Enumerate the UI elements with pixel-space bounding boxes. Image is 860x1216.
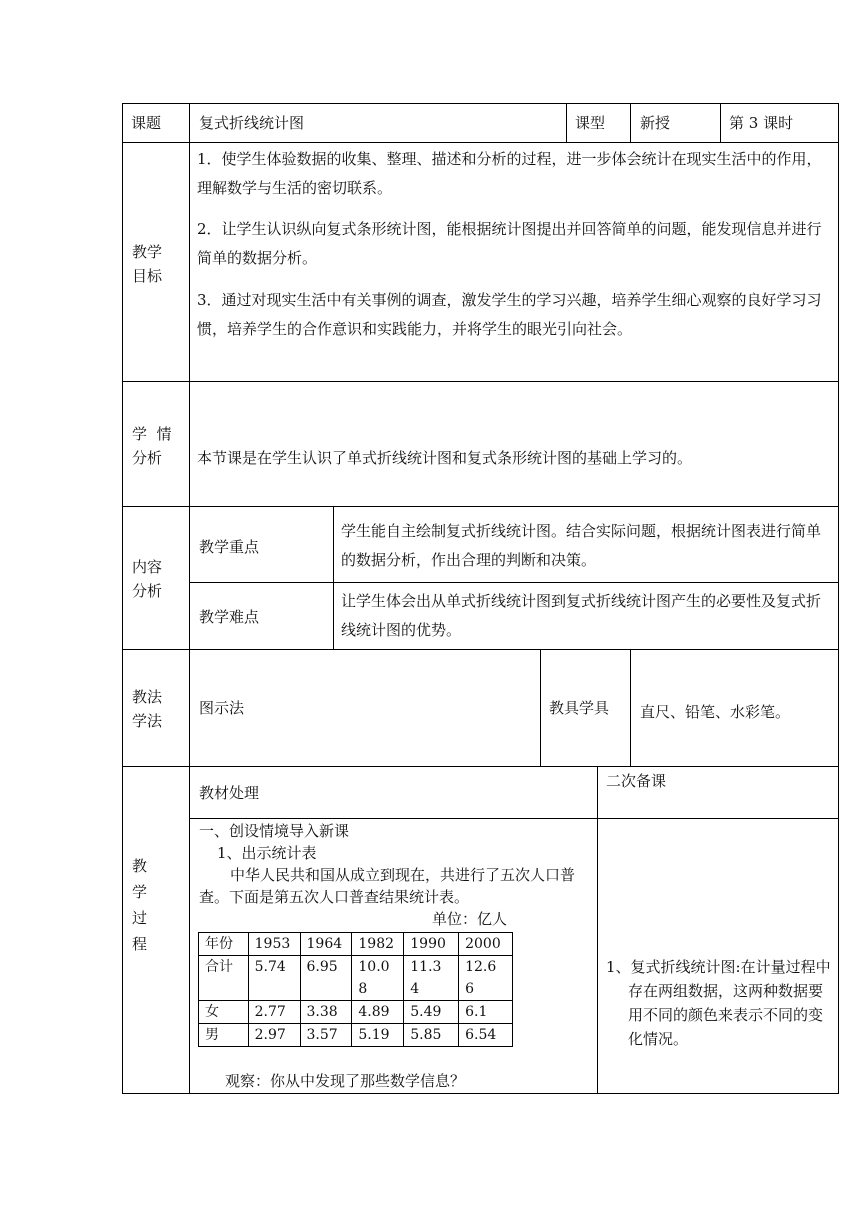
table-cell: 3.57 bbox=[300, 1024, 352, 1047]
table-header-cell: 2000 bbox=[459, 933, 513, 956]
second-prep-note: 1、复式折线统计图:在计量过程中存在两组数据，这两种数据要用不同的颜色来表示不同的变化情况。 bbox=[606, 958, 831, 1048]
tools-value: 直尺、铅笔、水彩笔。 bbox=[640, 703, 791, 721]
material-label: 教材处理 bbox=[199, 784, 260, 802]
lesson-type-value: 新授 bbox=[640, 114, 671, 132]
table-cell: 2.77 bbox=[248, 1001, 300, 1024]
table-cell: 4.89 bbox=[352, 1001, 404, 1024]
table-cell: 女 bbox=[199, 1001, 249, 1024]
intro-text: 中华人民共和国从成立到现在，共进行了五次人口普查。下面是第五次人口普查结果统计表。 bbox=[199, 866, 576, 906]
section-title: 一、创设情境导入新课 bbox=[199, 822, 350, 840]
table-header-cell: 年份 bbox=[199, 933, 249, 956]
topic-value: 复式折线统计图 bbox=[199, 114, 305, 132]
objective-item-1: 1．使学生体验数据的收集、整理、描述和分析的过程，进一步体会统计在现实生活中的作用，理解数学与生活的密切联系。 bbox=[197, 150, 822, 197]
table-header-row bbox=[199, 933, 513, 956]
table-cell: 2.97 bbox=[248, 1024, 300, 1047]
process-label-char-2: 学 bbox=[132, 883, 148, 901]
table-header-cell: 1953 bbox=[248, 933, 300, 956]
table-row bbox=[199, 956, 513, 1001]
table-cell: 11.3 4 bbox=[404, 956, 459, 1001]
table-header-cell: 1990 bbox=[404, 933, 459, 956]
objective-item-2: 2．让学生认识纵向复式条形统计图，能根据统计图提出并回答简单的问题，能发现信息并进行简单的数据分析。 bbox=[197, 220, 822, 267]
table-cell: 5.85 bbox=[404, 1024, 459, 1047]
unit-label: 单位：亿人 bbox=[432, 910, 508, 928]
analysis-label-line1: 学 情 bbox=[132, 425, 172, 443]
table-cell: 6.54 bbox=[459, 1024, 513, 1047]
observe-prompt: 观察：你从中发现了那些数学信息？ bbox=[225, 1072, 466, 1090]
key-point-label: 教学重点 bbox=[199, 538, 260, 556]
difficult-point-text: 让学生体会出从单式折线统计图到复式折线统计图产生的必要性及复式折线统计图的优势。 bbox=[341, 592, 822, 639]
process-label-char-4: 程 bbox=[132, 935, 148, 953]
difficult-point-label: 教学难点 bbox=[199, 608, 260, 626]
lesson-type-label: 课型 bbox=[575, 114, 606, 132]
table-cell: 6.95 bbox=[300, 956, 352, 1001]
table-row bbox=[199, 1001, 513, 1024]
content-label: 内容 分析 bbox=[132, 558, 163, 600]
table-row bbox=[199, 1024, 513, 1047]
table-cell: 合计 bbox=[199, 956, 249, 1001]
analysis-label-line2: 分析 bbox=[132, 449, 163, 467]
table-cell: 男 bbox=[199, 1024, 249, 1047]
second-prep-label: 二次备课 bbox=[606, 772, 667, 790]
table-header-cell: 1964 bbox=[300, 933, 352, 956]
process-label-char-1: 教 bbox=[132, 857, 148, 875]
table-cell: 6.1 bbox=[459, 1001, 513, 1024]
topic-label: 课题 bbox=[131, 114, 162, 132]
table-cell: 5.49 bbox=[404, 1001, 459, 1024]
method-label: 教法 学法 bbox=[132, 688, 163, 730]
period-value: 第 3 课时 bbox=[729, 114, 794, 132]
tools-label: 教具学具 bbox=[549, 699, 610, 717]
table-cell: 12.6 6 bbox=[459, 956, 513, 1001]
table-cell: 10.0 8 bbox=[352, 956, 404, 1001]
key-point-text: 学生能自主绘制复式折线统计图。结合实际问题，根据统计图表进行简单的数据分析，作出合理的判断和决策。 bbox=[341, 522, 822, 569]
table-cell: 5.74 bbox=[248, 956, 300, 1001]
census-table bbox=[198, 932, 513, 1047]
table-cell: 5.19 bbox=[352, 1024, 404, 1047]
process-label-char-3: 过 bbox=[132, 909, 148, 927]
table-cell: 3.38 bbox=[300, 1001, 352, 1024]
objectives-label: 教学 目标 bbox=[132, 243, 163, 285]
method-value: 图示法 bbox=[199, 699, 245, 717]
objective-item-3: 3．通过对现实生活中有关事例的调查，激发学生的学习兴趣，培养学生细心观察的良好学习习惯，培养学生的合作意识和实践能力，并将学生的眼光引向社会。 bbox=[197, 291, 822, 338]
analysis-text: 本节课是在学生认识了单式折线统计图和复式条形统计图的基础上学习的。 bbox=[197, 449, 693, 467]
table-header-cell: 1982 bbox=[352, 933, 404, 956]
step-1: 1、出示统计表 bbox=[217, 844, 317, 862]
